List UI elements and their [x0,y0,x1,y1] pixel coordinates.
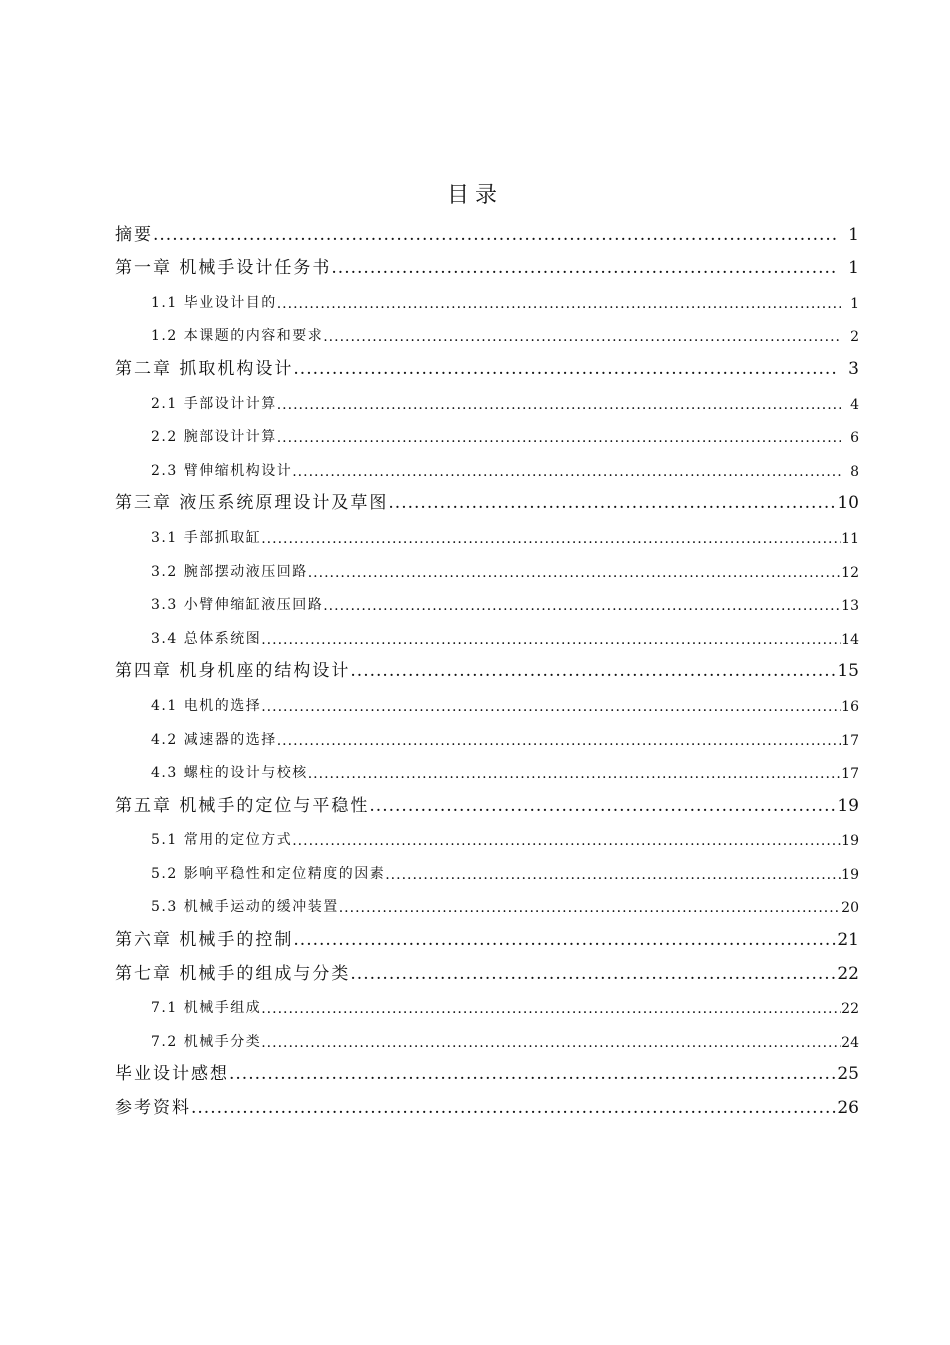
toc-entry-label: 4.2 减速器的选择 [151,731,277,748]
toc-page-number: 17 [841,732,859,749]
toc-entry-label: 2.1 手部设计计算 [151,395,277,412]
toc-chapter-entry[interactable] [115,486,859,520]
toc-title: 目录 [446,183,503,208]
toc-leader-dots [293,359,837,385]
toc-leader-dots [293,930,837,956]
toc-page-number: 17 [841,766,859,783]
toc-chapter-entry[interactable] [115,654,859,688]
toc-leader-dots [261,699,841,721]
toc-entry-label: 第五章 机械手的定位与平稳性 [115,795,370,816]
toc-entry-label: 3.4 总体系统图 [151,630,262,647]
toc-page-number: 6 [850,430,859,447]
toc-entry-label: 7.2 机械手分类 [151,1033,262,1050]
toc-page-number: 12 [841,564,859,581]
toc-entry-label: 5.2 影响平稳性和定位精度的因素 [151,865,386,882]
toc-section-entry[interactable] [115,452,859,486]
toc-chapter-entry[interactable] [115,217,859,251]
toc-leader-dots [350,661,837,687]
toc-chapter-entry[interactable] [115,251,859,285]
toc-leader-dots [308,766,841,788]
toc-entry-label: 3.2 腕部摆动液压回路 [151,563,308,580]
toc-chapter-entry[interactable] [115,1057,859,1091]
toc-page-number: 26 [837,1098,859,1119]
toc-page-number: 19 [837,795,859,816]
toc-chapter-entry[interactable] [115,922,859,956]
toc-leader-dots [339,900,841,922]
toc-page-number: 11 [841,530,859,547]
toc-leader-dots [350,964,837,990]
toc-entry-label: 5.3 机械手运动的缓冲装置 [151,899,339,916]
toc-section-entry[interactable] [115,822,859,856]
toc-chapter-entry[interactable] [115,351,859,385]
toc-leader-dots [323,598,841,620]
toc-entry-label: 4.1 电机的选择 [151,697,262,714]
toc-section-entry[interactable] [115,755,859,789]
toc-page-number: 4 [850,396,859,413]
toc-section-entry[interactable] [115,1023,859,1057]
toc-section-entry[interactable] [115,855,859,889]
toc-section-entry[interactable] [115,553,859,587]
toc-section-entry[interactable] [115,419,859,453]
toc-page-number: 1 [850,295,859,312]
toc-page-number: 22 [837,963,859,984]
toc-page-number: 16 [841,698,859,715]
toc-leader-dots [331,258,837,284]
toc-page-number: 14 [841,631,859,648]
toc-leader-dots [277,733,841,755]
toc-section-entry[interactable] [115,687,859,721]
toc-chapter-entry[interactable] [115,788,859,822]
table-of-contents [115,217,859,1124]
toc-chapter-entry[interactable] [115,1090,859,1124]
toc-section-entry[interactable] [115,519,859,553]
toc-entry-label: 2.3 臂伸缩机构设计 [151,462,293,479]
toc-leader-dots [277,296,841,318]
toc-page-number: 2 [850,329,859,346]
toc-section-entry[interactable] [115,889,859,923]
toc-entry-label: 5.1 常用的定位方式 [151,832,293,849]
toc-chapter-entry[interactable] [115,956,859,990]
toc-page-number: 15 [837,661,859,682]
toc-leader-dots [369,796,837,822]
toc-leader-dots [191,1098,837,1124]
toc-leader-dots [261,1001,841,1023]
toc-leader-dots [277,397,841,419]
toc-section-entry[interactable] [115,990,859,1024]
toc-section-entry[interactable] [115,587,859,621]
toc-page-number: 21 [837,930,859,951]
toc-page-number: 1 [848,258,859,279]
toc-page-number: 19 [841,866,859,883]
toc-entry-label: 第六章 机械手的控制 [115,930,294,951]
toc-entry-label: 第七章 机械手的组成与分类 [115,963,351,984]
toc-entry-label: 4.3 螺柱的设计与校核 [151,765,308,782]
toc-leader-dots [292,464,841,486]
toc-section-entry[interactable] [115,721,859,755]
toc-entry-label: 毕业设计感想 [115,1064,229,1085]
toc-leader-dots [323,329,841,351]
toc-leader-dots [385,867,841,889]
toc-section-entry[interactable] [115,385,859,419]
toc-leader-dots [388,493,837,519]
toc-entry-label: 第四章 机身机座的结构设计 [115,661,351,682]
toc-entry-label: 3.1 手部抓取缸 [151,529,262,546]
toc-entry-label: 参考资料 [115,1098,191,1119]
toc-page-number: 10 [837,493,859,514]
toc-leader-dots [292,833,841,855]
toc-page-number: 3 [848,358,859,379]
toc-page-number: 13 [841,598,859,615]
toc-page-number: 19 [841,833,859,850]
toc-page-number: 20 [841,900,859,917]
toc-page-number: 22 [841,1001,859,1018]
toc-section-entry[interactable] [115,620,859,654]
toc-page-number: 25 [837,1064,859,1085]
toc-page-number: 24 [841,1034,859,1051]
toc-entry-label: 1.1 毕业设计目的 [151,294,277,311]
toc-entry-label: 3.3 小臂伸缩缸液压回路 [151,597,324,614]
toc-entry-label: 2.2 腕部设计计算 [151,429,277,446]
toc-section-entry[interactable] [115,318,859,352]
toc-entry-label: 1.2 本课题的内容和要求 [151,328,324,345]
toc-entry-label: 第三章 液压系统原理设计及草图 [115,493,389,514]
toc-leader-dots [229,1064,837,1090]
toc-leader-dots [308,565,841,587]
toc-leader-dots [277,430,841,452]
toc-page-number: 1 [848,224,859,245]
toc-entry-label: 7.1 机械手组成 [151,1000,262,1017]
toc-section-entry[interactable] [115,284,859,318]
toc-leader-dots [261,632,841,654]
toc-entry-label: 第二章 抓取机构设计 [115,358,294,379]
toc-page-number: 8 [850,463,859,480]
toc-entry-label: 摘要 [115,224,153,245]
toc-entry-label: 第一章 机械手设计任务书 [115,258,332,279]
toc-leader-dots [261,531,841,553]
toc-leader-dots [261,1035,841,1057]
toc-leader-dots [153,225,837,251]
